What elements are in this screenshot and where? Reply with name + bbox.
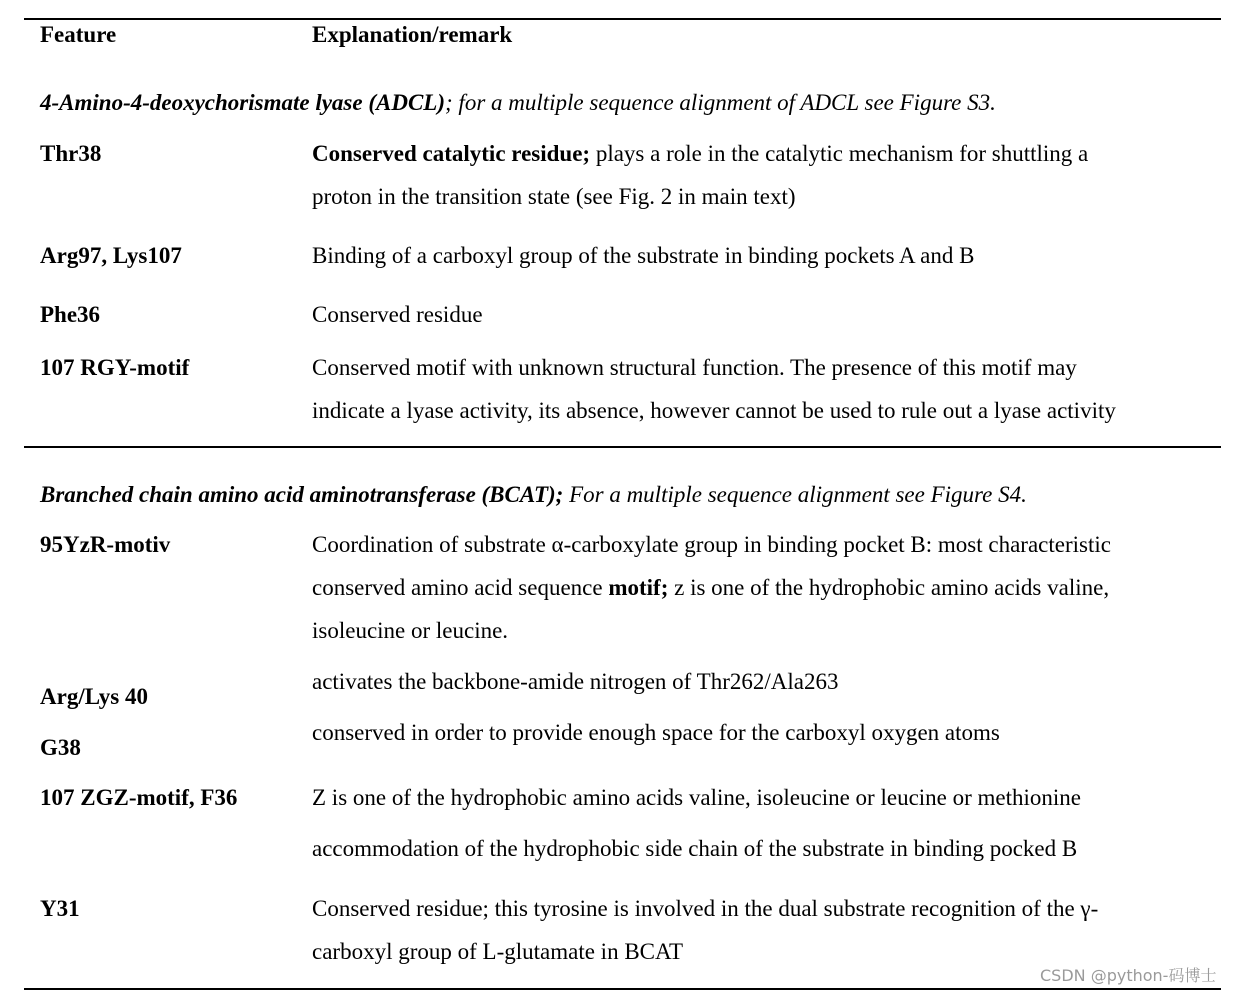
feature-yzr-motiv: 95YzR-motiv xyxy=(40,532,171,557)
feature-rgy-motif: 107 RGY-motif xyxy=(40,355,190,380)
section-title-adcl-bold: 4-Amino-4-deoxychorismate lyase (ADCL) xyxy=(40,90,446,115)
explanation-yzr-line3: isoleucine or leucine. xyxy=(312,618,509,643)
header-feature: Feature xyxy=(40,22,117,47)
feature-phe36: Phe36 xyxy=(40,302,101,327)
explanation-thr38-text: plays a role in the catalytic mechanism for shuttling a xyxy=(590,141,1089,166)
explanation-y31-line1: Conserved residue; this tyrosine is involved in the dual substrate recognition of the γ- xyxy=(312,896,1099,921)
section-title-adcl xyxy=(40,90,996,116)
explanation-thr38-line1 xyxy=(312,141,1088,167)
explanation-rgy-motif-line2: indicate a lyase activity, its absence, however cannot be used to rule out a lyase activity xyxy=(312,398,1116,423)
explanation-zgz-line2: accommodation of the hydrophobic side chain of the substrate in binding pocked B xyxy=(312,836,1078,861)
feature-y31: Y31 xyxy=(40,896,80,921)
feature-thr38: Thr38 xyxy=(40,141,102,166)
watermark-text: CSDN @python-码博士 xyxy=(1040,966,1217,985)
explanation-yzr-line2-pre: conserved amino acid sequence xyxy=(312,575,609,600)
explanation-yzr-line1: Coordination of substrate α-carboxylate group in binding pocket B: most characteristic xyxy=(312,532,1111,557)
explanation-arg97-lys107: Binding of a carboxyl group of the substrate in binding pockets A and B xyxy=(312,243,975,268)
explanation-arg-lys-40: activates the backbone-amide nitrogen of Thr262/Ala263 xyxy=(312,669,839,694)
top-rule xyxy=(24,18,1221,20)
explanation-phe36: Conserved residue xyxy=(312,302,483,327)
explanation-thr38-line2: proton in the transition state (see Fig. 2 in main text) xyxy=(312,184,796,209)
section-divider-rule xyxy=(24,446,1221,448)
explanation-rgy-motif-line1: Conserved motif with unknown structural function. The presence of this motif may xyxy=(312,355,1077,380)
bottom-rule xyxy=(24,988,1221,990)
feature-g38: G38 xyxy=(40,735,81,760)
section-title-bcat-rest: For a multiple sequence alignment see Figure S4. xyxy=(563,482,1027,507)
header-explanation: Explanation/remark xyxy=(312,22,513,47)
section-title-bcat xyxy=(40,482,1027,508)
feature-arg-lys-40: Arg/Lys 40 xyxy=(40,684,148,709)
feature-arg97-lys107: Arg97, Lys107 xyxy=(40,243,182,268)
explanation-g38: conserved in order to provide enough space for the carboxyl oxygen atoms xyxy=(312,720,1000,745)
feature-zgz-motif: 107 ZGZ-motif, F36 xyxy=(40,785,238,810)
explanation-yzr-line2 xyxy=(312,575,1109,601)
explanation-y31-line2: carboxyl group of L-glutamate in BCAT xyxy=(312,939,684,964)
explanation-yzr-line2-post: z is one of the hydrophobic amino acids valine, xyxy=(668,575,1110,600)
explanation-thr38-bold: Conserved catalytic residue; xyxy=(312,141,591,166)
explanation-zgz-line1: Z is one of the hydrophobic amino acids valine, isoleucine or leucine or methionine xyxy=(312,785,1082,810)
explanation-yzr-line2-bold: motif; xyxy=(608,575,669,600)
section-title-bcat-bold: Branched chain amino acid aminotransferase (BCAT); xyxy=(40,482,564,507)
section-title-adcl-rest: ; for a multiple sequence alignment of ADCL see Figure S3. xyxy=(445,90,996,115)
